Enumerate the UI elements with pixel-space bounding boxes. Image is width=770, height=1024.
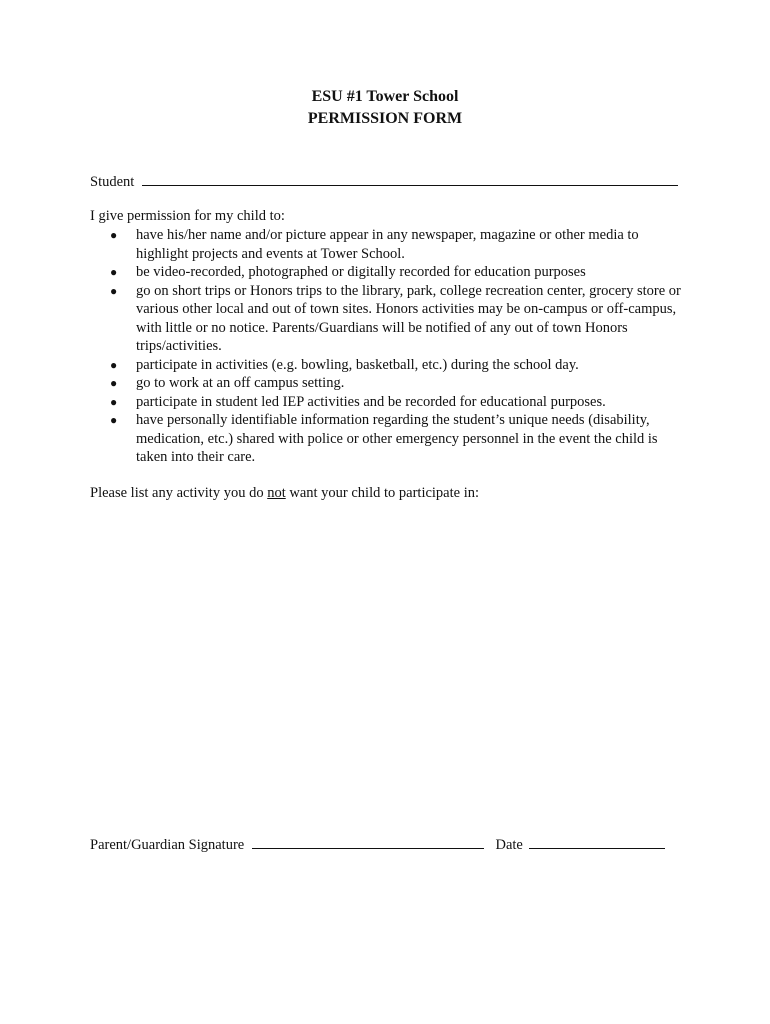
bullet-icon: ●	[110, 394, 118, 409]
school-name-heading: ESU #1 Tower School	[311, 88, 459, 105]
permission-text: go on short trips or Honors trips to the library, park, college recreation center, grocery store or various other local and out of town sites. Honors activities may be on-campus or off-campus, with little or no notice. Parents/Guardians will be notified of any out of town Honors trips/activities.	[136, 282, 681, 354]
list-item	[110, 356, 685, 375]
activity-prompt-end: want your child to participate in:	[285, 485, 480, 501]
permission-text: participate in student led IEP activities and be recorded for educational purposes.	[136, 393, 606, 410]
list-item	[110, 374, 685, 393]
student-label: Student	[90, 174, 135, 190]
bullet-icon: ●	[110, 357, 118, 372]
student-name-field[interactable]	[142, 172, 678, 186]
permission-text: be video-recorded, photographed or digitally recorded for education purposes	[136, 264, 586, 280]
bullet-icon: ●	[110, 283, 118, 298]
date-label: Date	[495, 837, 523, 853]
list-item	[110, 263, 685, 282]
form-title-heading: PERMISSION FORM	[307, 110, 463, 127]
permission-text: have his/her name and/or picture appear in any newspaper, magazine or other media to highlight projects and events at Tower School.	[136, 227, 639, 262]
list-item	[110, 393, 685, 412]
excluded-activities-area[interactable]	[90, 510, 680, 810]
signature-row	[90, 835, 665, 855]
permission-text: participate in activities (e.g. bowling, basketball, etc.) during the school day.	[136, 356, 579, 373]
permission-text: go to work at an off campus setting.	[136, 375, 345, 391]
permission-list	[110, 226, 685, 467]
date-field[interactable]	[529, 835, 665, 849]
bullet-icon: ●	[110, 376, 118, 390]
activity-exclusion-prompt	[90, 484, 479, 503]
permission-text: have personally identifiable information regarding the student’s unique needs (disability, medication, etc.) shared with police or other emergency personnel in the event the child is taken into their care.	[136, 412, 658, 465]
student-name-row	[90, 172, 678, 192]
bullet-icon: ●	[110, 413, 118, 427]
activity-prompt-start: Please list any activity you do	[90, 485, 268, 501]
bullet-icon: ●	[110, 228, 118, 242]
list-item	[110, 226, 685, 263]
list-item	[110, 282, 685, 356]
signature-label: Parent/Guardian Signature	[90, 837, 245, 853]
signature-field[interactable]	[252, 835, 484, 849]
activity-prompt-emphasis: not	[267, 485, 286, 501]
list-item	[110, 411, 685, 467]
bullet-icon: ●	[110, 265, 118, 279]
permission-intro: I give permission for my child to:	[90, 208, 285, 224]
